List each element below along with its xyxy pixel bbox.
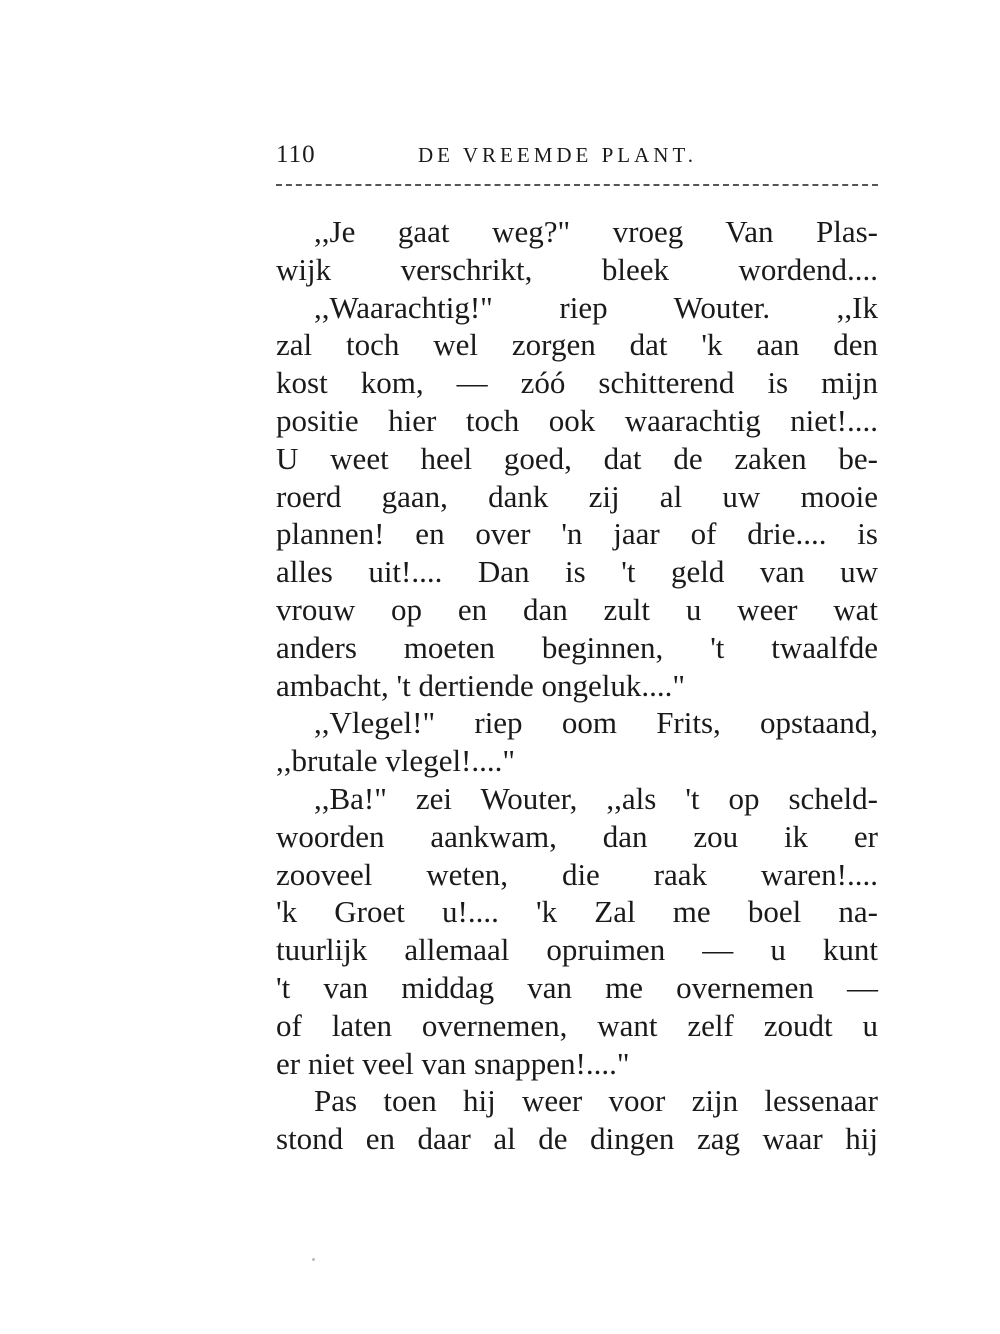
text-line: U weet heel goed, dat de zaken be- — [276, 440, 878, 476]
header-rule — [276, 184, 878, 186]
text-line: wijk verschrikt, bleek wordend.... — [276, 251, 878, 287]
text-line: roerd gaan, dank zij al uw mooie — [276, 478, 878, 514]
text-line: ,,Je gaat weg?" vroeg Van Plas- — [314, 214, 878, 249]
text-line: tuurlijk allemaal opruimen — u kunt — [276, 932, 878, 968]
text-line: ,,Ba!" zei Wouter, ,,als 't op scheld- — [314, 780, 878, 816]
text-line: ,,brutale vlegel!...." — [276, 743, 516, 779]
text-line: of laten overnemen, want zelf zoudt u — [276, 1007, 878, 1043]
text-line: zooveel weten, die raak waren!.... — [276, 856, 878, 892]
text-line: ambacht, 't dertiende ongeluk...." — [276, 667, 686, 703]
text-line: ,,Waarachtig!" riep Wouter. ,,Ik — [314, 289, 878, 325]
text-line: plannen! en over 'n jaar of drie.... is — [276, 516, 878, 552]
text-line: alles uit!.... Dan is 't geld van uw — [276, 554, 878, 590]
text-line: woorden aankwam, dan zou ik er — [276, 818, 878, 854]
text-line: Pas toen hij weer voor zijn lessenaar — [314, 1083, 878, 1119]
text-line: vrouw op en dan zult u weer wat — [276, 591, 878, 627]
text-line: kost kom, — zóó schitterend is mijn — [276, 365, 878, 401]
running-head — [276, 138, 878, 172]
text-line: zal toch wel zorgen dat 'k aan den — [276, 327, 878, 363]
text-line: 'k Groet u!.... 'k Zal me boel na- — [276, 894, 878, 930]
text-line: 't van middag van me overnemen — — [276, 969, 878, 1005]
text-line: ,,Vlegel!" riep oom Frits, opstaand, — [314, 705, 878, 741]
text-line: positie hier toch ook waarachtig niet!.... — [276, 402, 878, 438]
body-text — [276, 213, 878, 1158]
page-number: 110 — [276, 141, 316, 168]
text-line: er niet veel van snappen!...." — [276, 1045, 630, 1081]
text-line: stond en daar al de dingen zag waar hij — [276, 1121, 878, 1157]
text-line: anders moeten beginnen, 't twaalfde — [276, 629, 878, 665]
stray-ink-mark — [312, 1258, 315, 1261]
running-title: DE VREEMDE PLANT. — [418, 143, 697, 167]
